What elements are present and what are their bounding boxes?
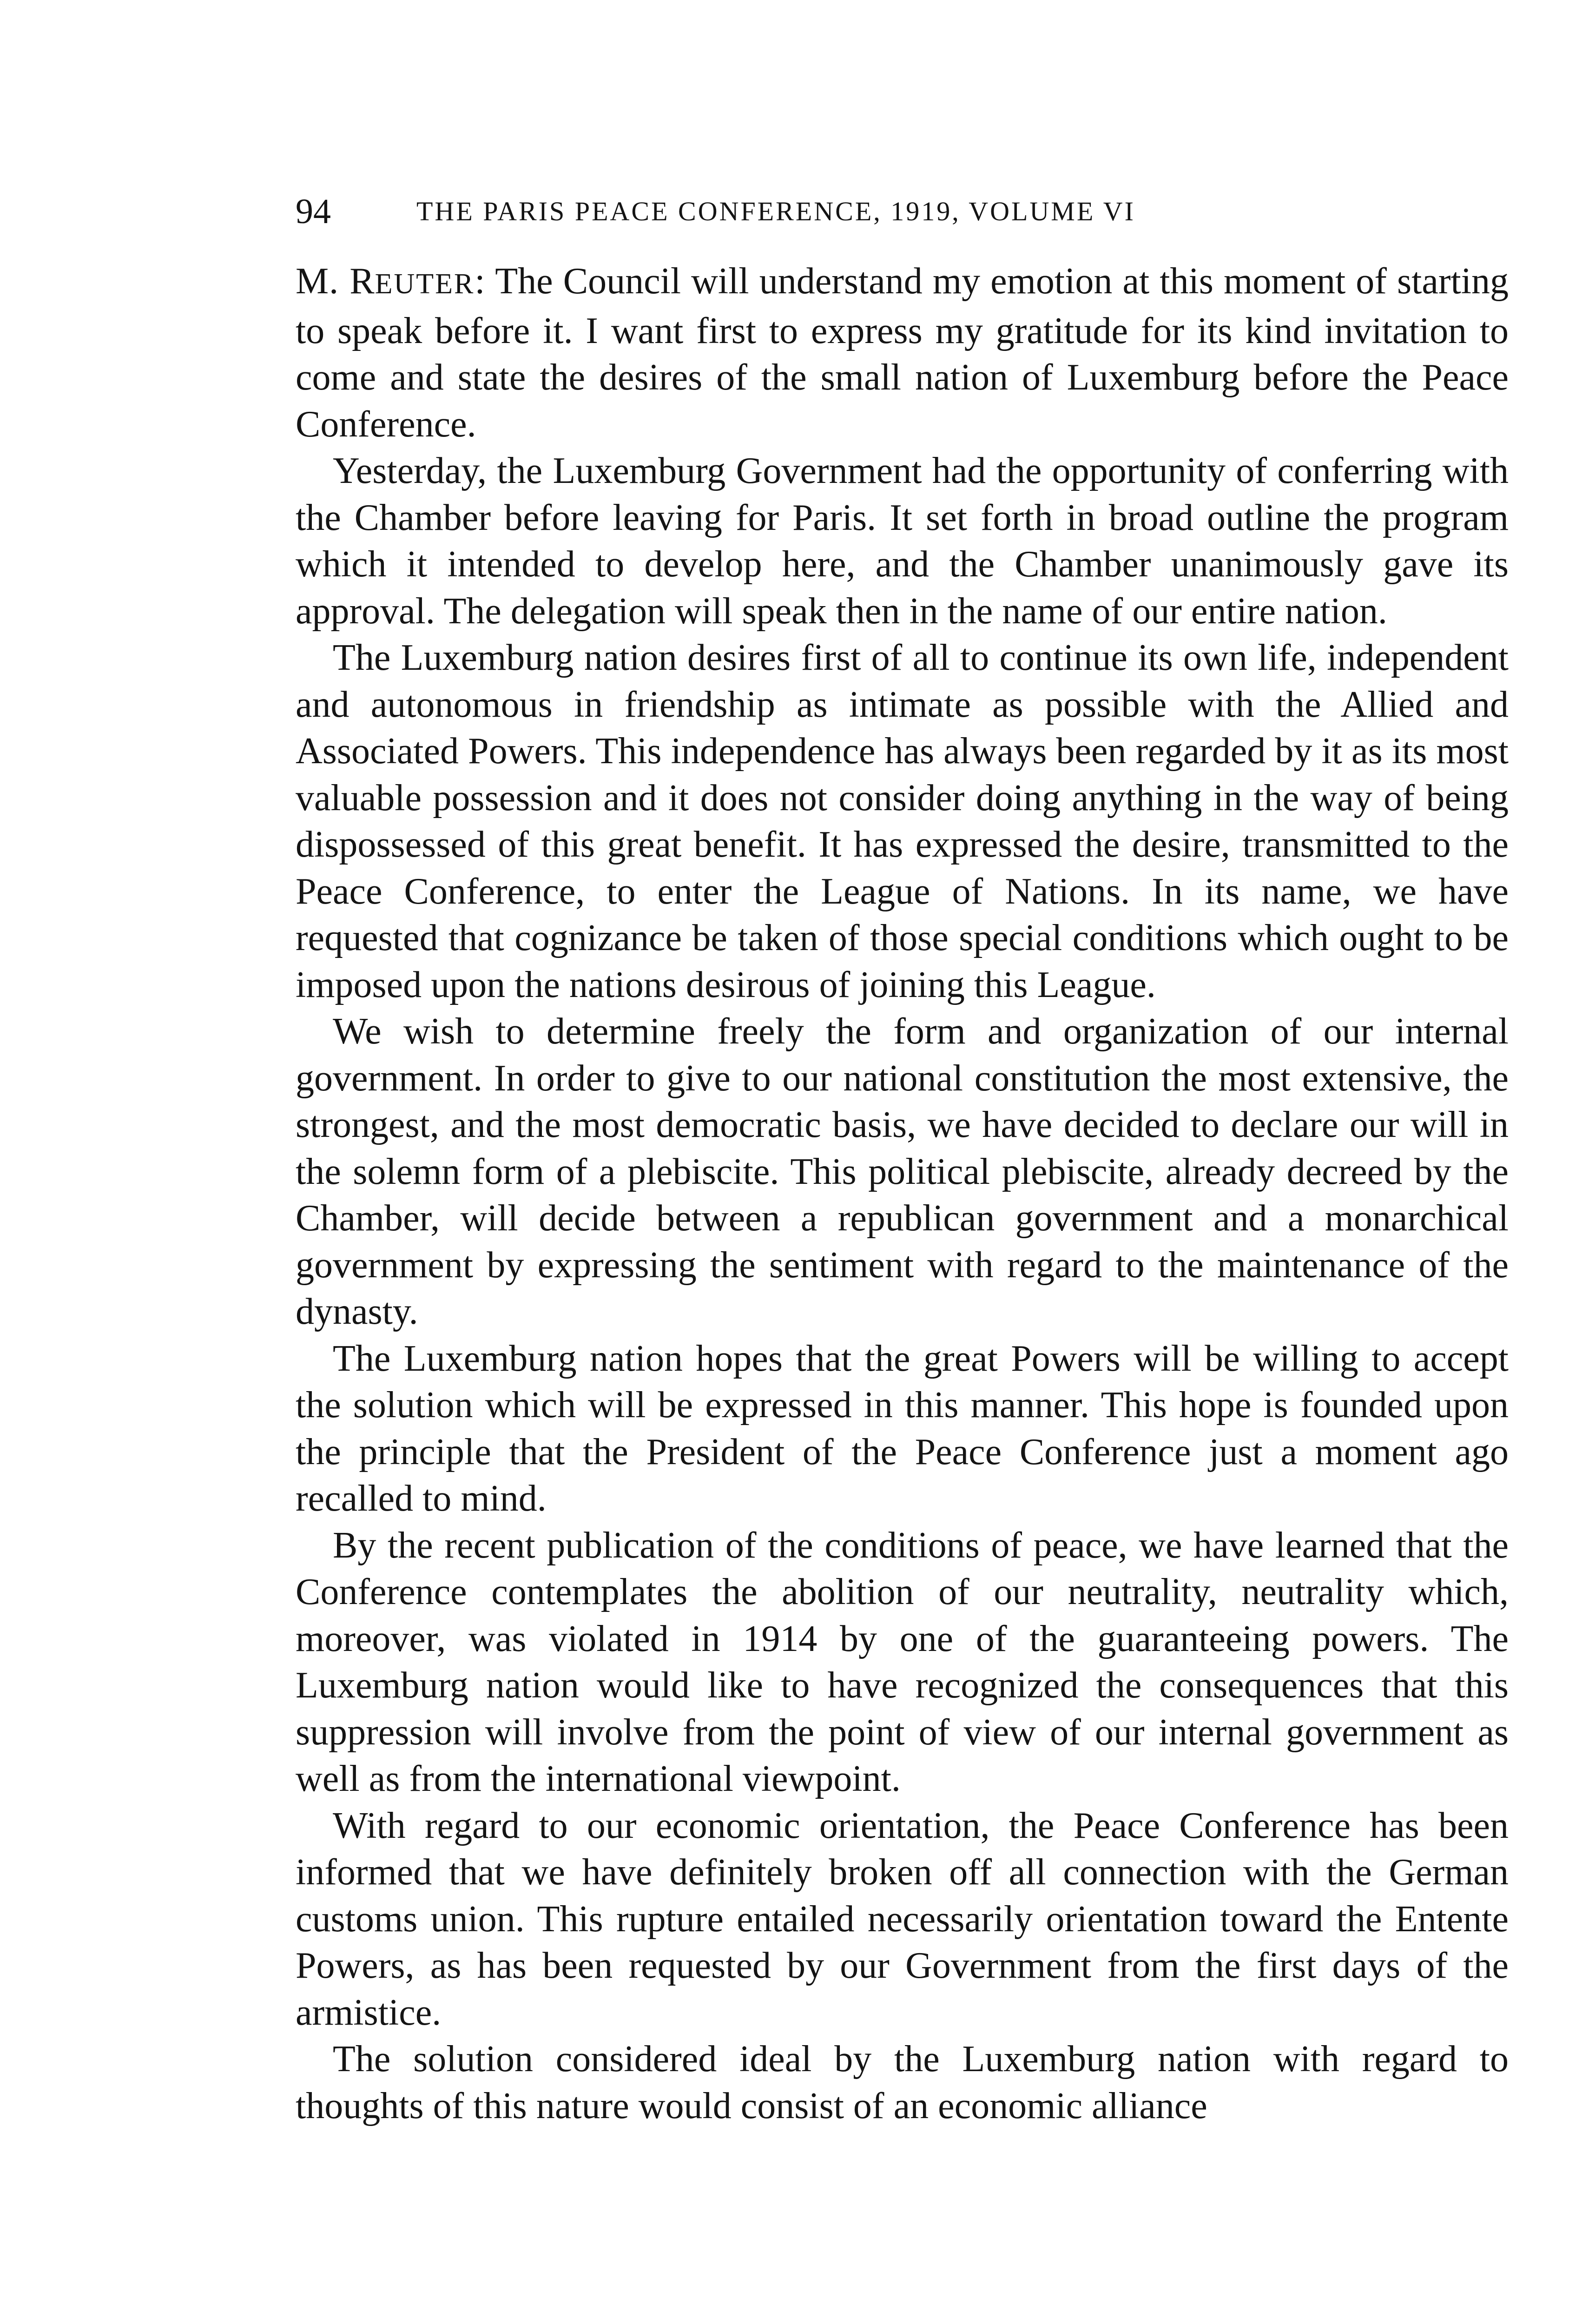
paragraph: The solution considered ideal by the Luxemburg nation with regard to thoughts of this nature would consist of an economic alliance bbox=[296, 2039, 1509, 2126]
speaker-initial: R bbox=[349, 261, 375, 302]
paragraph: By the recent publication of the conditions of peace, we have learned that the Conference contemplates the abolition of our neutrality, neutrality which, moreover, was violated in 1914 by one of the guaranteeing powers. The Luxemburg nation would like to have recognized the consequences that this suppression will involve from the point of view of our internal government as well as from the international viewpoint. bbox=[296, 1525, 1509, 1799]
paragraph-text: The Council will understand my emotion at this moment of starting to speak before it. I want first to express my gratitude for its kind invitation to come and state the desires of the small nation of Luxemburg before the Peace Conference. bbox=[296, 261, 1509, 445]
speaker-surname-small-caps: EUTER bbox=[375, 268, 475, 300]
speaker-name bbox=[296, 261, 486, 302]
paragraph: The Luxemburg nation hopes that the great Powers will be willing to accept the solution which will be expressed in this manner. This hope is founded upon the principle that the President of the Peace Conference just a moment ago recalled to mind. bbox=[296, 1338, 1509, 1519]
running-head bbox=[296, 184, 1509, 239]
speaker-title: M. bbox=[296, 261, 350, 302]
body-text bbox=[296, 258, 1509, 2129]
page-number: 94 bbox=[296, 192, 331, 231]
paragraph: The Luxemburg nation desires first of all to continue its own life, independent and autonomous in friendship as intimate as possible with the Allied and Associated Powers. This independence has always been regarded by it as its most valuable possession and it does not consider doing anything in the way of being dispossessed of this great benefit. It has expressed the desire, transmitted to the Peace Conference, to enter the League of Nations. In its name, we have requested that cognizance be taken of those special conditions which ought to be imposed upon the nations desirous of joining this League. bbox=[296, 637, 1509, 1005]
paragraph bbox=[296, 258, 1509, 448]
speaker-colon: : bbox=[475, 261, 486, 302]
document-page bbox=[296, 184, 1509, 2129]
paragraph: We wish to determine freely the form and organization of our internal government. In order to give to our national constitution the most extensive, the strongest, and the most democratic basis, we have decided to declare our will in the solemn form of a plebiscite. This political plebiscite, already decreed by the Chamber, will decide between a republican government and a monarchical government by expressing the sentiment with regard to the maintenance of the dynasty. bbox=[296, 1011, 1509, 1332]
running-title: THE PARIS PEACE CONFERENCE, 1919, VOLUME VI bbox=[416, 196, 1135, 226]
paragraph: Yesterday, the Luxemburg Government had the opportunity of conferring with the Chamber before leaving for Paris. It set forth in broad outline the program which it intended to develop here, and the Chamber unanimously gave its approval. The delegation will speak then in the name of our entire nation. bbox=[296, 450, 1509, 632]
paragraph: With regard to our economic orientation, the Peace Conference has been informed that we have definitely broken off all connection with the German customs union. This rupture entailed necessarily orientation toward the Entente Powers, as has been requested by our Government from the first days of the armistice. bbox=[296, 1805, 1509, 2033]
